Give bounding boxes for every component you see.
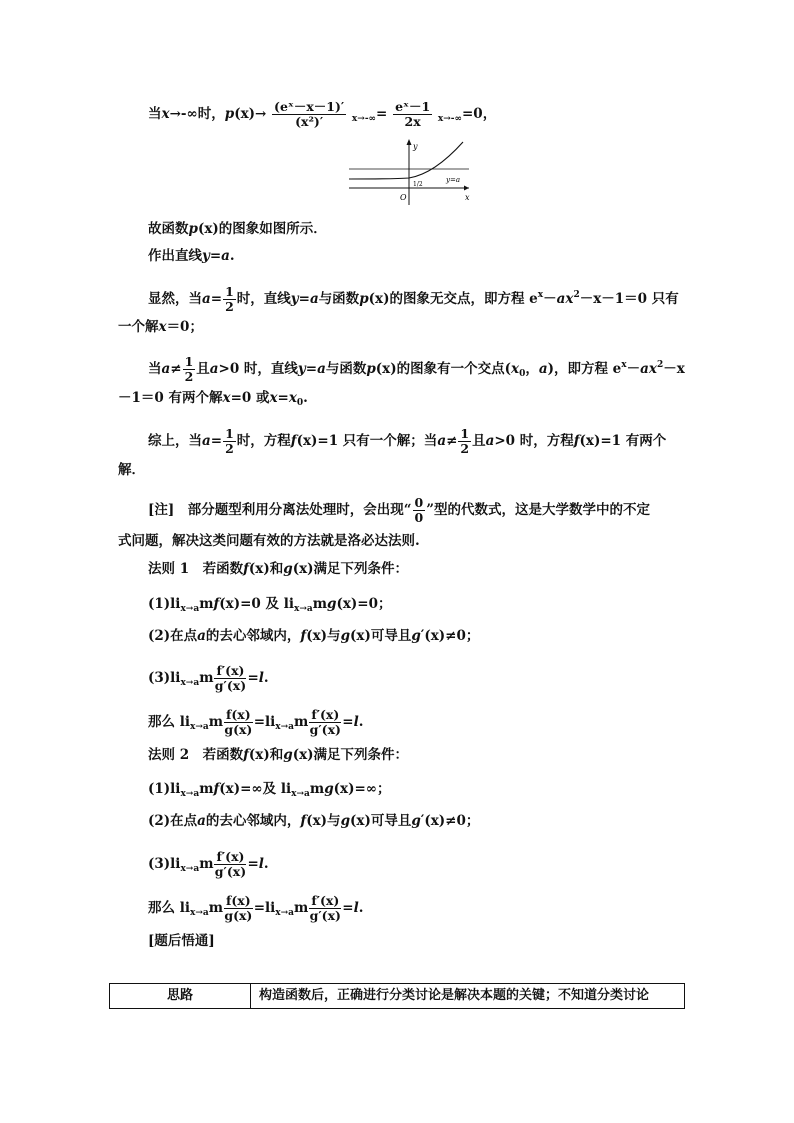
rule-1-conclusion: 那么 $li_{x\to a}m$ $\frac{f(x)}{g(x)}$ $=li_{x\to a}m$ $\frac{f'(x)}{g'(x)}$ =l.	[148, 707, 364, 737]
rule-2-condition-2: (2)在点a的去心邻域内，f(x)与g(x)可导且g′(x)≠0；	[148, 813, 480, 829]
note-line: [注] 部分题型利用分离法处理时，会出现“ $\frac{0}{0}$ ”型的代数式，这是大学数学中的不定	[148, 495, 651, 525]
fraction: $\frac{1}{2}$	[225, 284, 234, 314]
section-heading: [题后悟通]	[148, 933, 215, 949]
origin-label: O	[400, 193, 407, 202]
fraction: $\frac{f'(x)}{g'(x)}$	[309, 893, 341, 923]
rule-2-heading: 法则 2 若函数f(x)和g(x)满足下列条件：	[148, 747, 409, 763]
x-axis-arrow	[464, 186, 469, 191]
summary-table	[109, 983, 685, 1009]
y-axis-label: y	[413, 142, 418, 151]
text-line: －1＝0 有两个解x=0 或$x=x_0$.	[118, 390, 308, 408]
text-line: 解．	[118, 462, 145, 478]
table-label-cell: 思路	[110, 984, 251, 1008]
rule-1-condition-3: $(3)li_{x\to a}m$ $\frac{f'(x)}{g'(x)}$ =l.	[148, 663, 269, 693]
fraction-zero-zero: $\frac{0}{0}$	[414, 495, 424, 525]
rule-1-condition-1: $(1)li_{x\to a}mf(x)=0$ 及 $li_{x\to a}mg(x)=0$；	[148, 596, 392, 614]
limit-line: 当x→-∞时，p(x)→ $\frac{\text{(eˣ－x－1)′}}{\text{(x²)′}}$ $_{x\to-\infty}$= $\frac{\text{eˣ－1}}{2x}$ $_{x\to-\infty}$=0，	[148, 99, 497, 129]
curve-p	[349, 142, 463, 179]
rule-2-conclusion: 那么 $li_{x\to a}m$ $\frac{f(x)}{g(x)}$ $=li_{x\to a}m$ $\frac{f'(x)}{g'(x)}$ =l.	[148, 893, 364, 923]
fraction-derivative: $\frac{\text{(eˣ－x－1)′}}{\text{(x²)′}}$	[274, 99, 345, 129]
rule-1-heading: 法则 1 若函数f(x)和g(x)满足下列条件：	[148, 561, 409, 577]
fraction: $\frac{1}{2}$	[225, 426, 234, 456]
text-line: 式问题，解决这类问题有效的方法就是洛必达法则.	[118, 533, 420, 549]
half-label: 1/2	[413, 181, 423, 188]
text-line: 作出直线y=a.	[148, 248, 235, 264]
y-axis-arrow	[407, 139, 412, 145]
text-line: 综上，当a= $\frac{1}{2}$ 时，方程f(x)=1 只有一个解；当a≠ $\frac{1}{2}$ 且a>0 时，方程f(x)=1 有两个	[148, 426, 667, 456]
fraction: $\frac{f'(x)}{g'(x)}$	[214, 849, 247, 879]
function-graph	[345, 137, 475, 207]
fraction: $\frac{f'(x)}{g'(x)}$	[309, 707, 341, 737]
fraction: $\frac{f(x)}{g(x)}$	[224, 893, 253, 923]
x-axis-label: x	[465, 193, 470, 202]
fraction: $\frac{f(x)}{g(x)}$	[224, 707, 253, 737]
fraction: $\frac{1}{2}$	[184, 354, 194, 384]
text-line: 显然，当a= $\frac{1}{2}$ 时，直线y=a与函数p(x)的图象无交点，即方程 $e^x-ax^2-x-1=0$ 只有	[148, 284, 679, 314]
rule-2-condition-1: $(1)li_{x\to a}mf(x)=\infty$及 $li_{x\to a}mg(x)=\infty$；	[148, 781, 391, 799]
fraction-limit: $\frac{\text{eˣ－1}}{2x}$	[395, 99, 431, 129]
text-line: 故函数p(x)的图象如图所示．	[148, 221, 327, 237]
text-line: 一个解x＝0；	[118, 319, 203, 335]
text-line: 当a≠ $\frac{1}{2}$ 且a>0 时，直线y=a与函数p(x)的图象有一个交点($x_0$，a)，即方程 $e^x-ax^2-x$	[148, 354, 685, 384]
fraction: $\frac{f'(x)}{g'(x)}$	[214, 663, 247, 693]
fraction: $\frac{1}{2}$	[460, 426, 470, 456]
table-content-cell: 构造函数后，正确进行分类讨论是解决本题的关键；不知道分类讨论	[259, 988, 650, 1003]
line-label: y=a	[446, 176, 460, 184]
rule-2-condition-3: $(3)li_{x\to a}m$ $\frac{f'(x)}{g'(x)}$ =l.	[148, 849, 269, 879]
rule-1-condition-2: (2)在点a的去心邻域内，f(x)与g(x)可导且g′(x)≠0；	[148, 628, 480, 644]
